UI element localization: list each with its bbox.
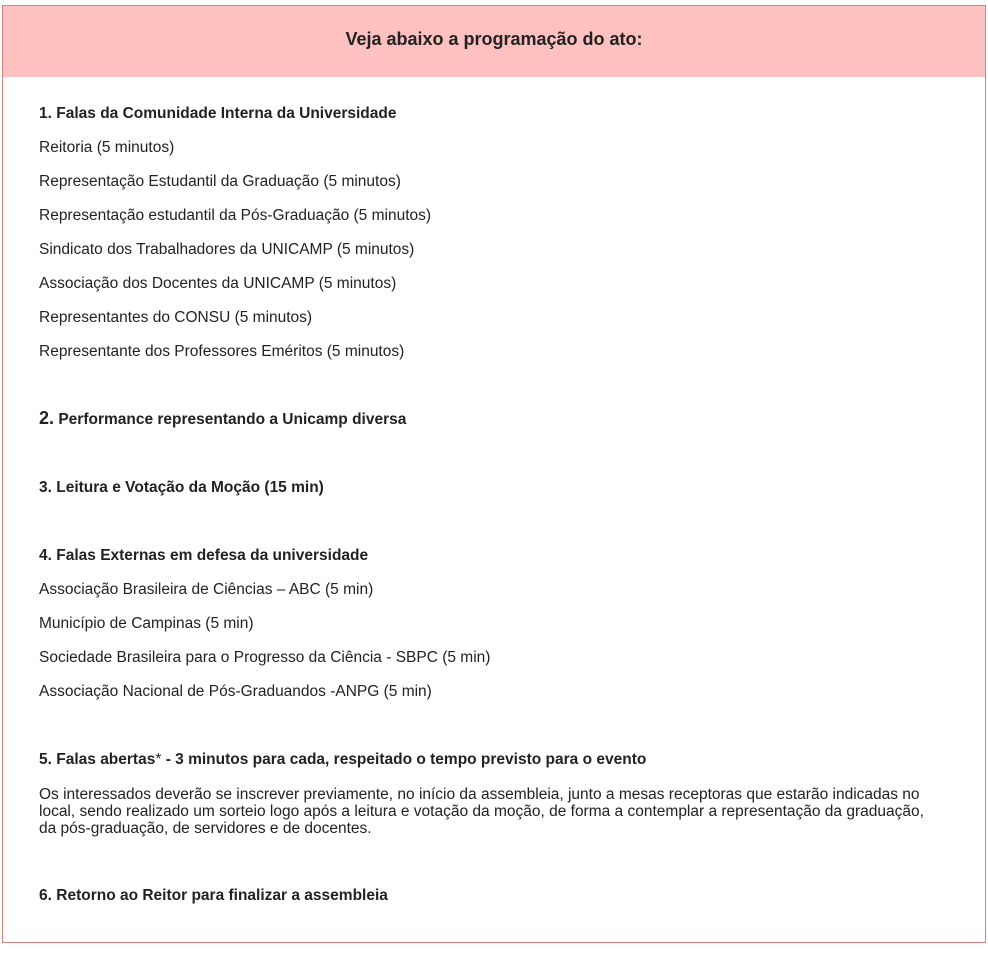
- section-number: 2.: [39, 408, 55, 428]
- section-title-rest: - 3 minutos para cada, respeitado o tempo previsto para o evento: [161, 751, 647, 768]
- list-item: Associação Brasileira de Ciências – ABC (5 min): [39, 581, 374, 598]
- section-number: 6.: [39, 887, 52, 904]
- section-4-heading: [39, 547, 368, 565]
- section-5-paragraph: Os interessados deverão se inscrever previamente, no início da assembleia, junto a mesas receptoras que estarão indicadas no local, sendo realizado um sorteio logo após a leitura e votação da moção, de forma a contemplar a representação da graduação, da pós-graduação, de servidores e de docentes.: [39, 786, 924, 837]
- list-item: Representantes do CONSU (5 minutos): [39, 309, 313, 326]
- program-box: [2, 5, 986, 943]
- list-item: Sindicato dos Trabalhadores da UNICAMP (5 minutos): [39, 241, 415, 258]
- list-item: Associação dos Docentes da UNICAMP (5 minutos): [39, 275, 397, 292]
- section-3-heading: [39, 479, 324, 497]
- section-number: 1.: [39, 105, 52, 122]
- section-5-heading: [39, 751, 646, 769]
- asterisk: *: [155, 751, 162, 768]
- program-banner: [3, 6, 985, 77]
- section-number: 4.: [39, 547, 52, 564]
- list-item: Sociedade Brasileira para o Progresso da Ciência - SBPC (5 min): [39, 649, 491, 666]
- section-2-heading: [39, 409, 406, 429]
- section-6-heading: [39, 887, 388, 905]
- section-title: Falas Externas em defesa da universidade: [56, 547, 369, 564]
- section-title: Falas abertas: [56, 751, 156, 768]
- list-item: Município de Campinas (5 min): [39, 615, 254, 632]
- section-1-heading: [39, 105, 396, 123]
- list-item: Representante dos Professores Eméritos (5 minutos): [39, 343, 405, 360]
- section-title: Retorno ao Reitor para finalizar a assembleia: [56, 887, 388, 904]
- section-title: Falas da Comunidade Interna da Universidade: [56, 105, 397, 122]
- list-item: Representação estudantil da Pós-Graduação (5 minutos): [39, 207, 432, 224]
- list-item: Representação Estudantil da Graduação (5 minutos): [39, 173, 401, 190]
- section-number: 5.: [39, 751, 52, 768]
- list-item: Reitoria (5 minutos): [39, 139, 175, 156]
- list-item: Associação Nacional de Pós-Graduandos -ANPG (5 min): [39, 683, 432, 700]
- section-number: 3.: [39, 479, 52, 496]
- section-title: Leitura e Votação da Moção (15 min): [56, 479, 324, 496]
- section-title: Performance representando a Unicamp diversa: [58, 411, 407, 428]
- banner-title: Veja abaixo a programação do ato:: [345, 29, 643, 49]
